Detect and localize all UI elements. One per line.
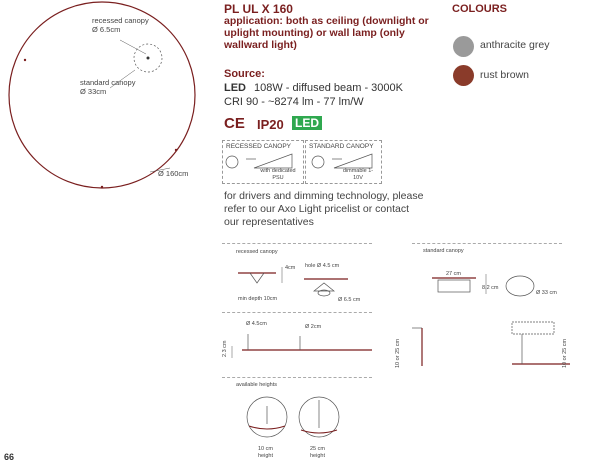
colours-title: COLOURS	[452, 3, 507, 15]
colour-label-brown: rust brown	[480, 69, 530, 81]
ce-mark: CE	[224, 115, 245, 132]
divider-2	[222, 377, 372, 378]
divider-standard	[412, 243, 562, 244]
heights-drawing	[245, 392, 345, 442]
available-heights-title: available heights	[236, 382, 277, 388]
page-number: 66	[4, 452, 15, 462]
tech-recessed-title: recessed canopy	[236, 249, 278, 255]
recessed-canopy-box-title: RECESSED CANOPY	[226, 143, 292, 150]
recessed-canopy-note: with dedicated PSU	[260, 168, 296, 181]
standard-canopy-label: standard canopy Ø 33cm	[80, 78, 136, 96]
dim-2-3: 2.3 cm	[222, 340, 228, 357]
dim-4-5: Ø 4.5cm	[246, 321, 267, 327]
height-10-label: 10 cm height	[258, 446, 273, 459]
swatch-rust-brown	[453, 65, 474, 86]
dim-4cm: 4cm	[285, 265, 296, 271]
standard-canopy-box-title: STANDARD CANOPY	[309, 143, 374, 150]
dim-hole: hole Ø 4.5 cm	[305, 263, 340, 269]
swatch-anthracite-grey	[453, 36, 474, 57]
drivers-note: for drivers and dimming technology, please refer to our Axo Light pricelist or contact our representatives	[224, 190, 424, 228]
divider-1	[222, 312, 372, 313]
led-badge: LED	[292, 116, 322, 130]
tech-standard-title: standard canopy	[423, 248, 464, 254]
divider-recessed	[222, 243, 372, 244]
ring-diameter-label: Ø 160cm	[158, 169, 189, 178]
dim-min-depth: min depth 10cm	[238, 296, 278, 302]
dim-27: 27 cm	[446, 271, 461, 277]
dim-2: Ø 2cm	[305, 324, 322, 330]
colour-label-grey: anthracite grey	[480, 39, 550, 51]
dim-8-2: 8.2 cm	[482, 285, 499, 291]
dim-10-25-right: 10 or 25 cm	[562, 338, 568, 368]
product-title: PL UL X 160	[224, 2, 293, 16]
height-25-label: 25 cm height	[310, 446, 325, 459]
ip20-mark: IP20	[257, 117, 284, 132]
dim-33: Ø 33 cm	[536, 290, 557, 296]
standard-canopy-drawing	[412, 258, 562, 308]
source-title: Source:	[224, 68, 265, 80]
cri-spec: CRI 90 - ~8274 lm - 77 lm/W	[224, 96, 364, 108]
standard-canopy-note: dimmable 1-10V	[342, 168, 374, 181]
led-spec-line	[224, 82, 403, 94]
recessed-canopy-label: recessed canopy Ø 6.5cm	[92, 16, 149, 34]
led-spec: 108W - diffused beam - 3000K	[254, 82, 403, 94]
dim-10-25-left: 10 or 25 cm	[395, 338, 401, 368]
led-label: LED	[224, 82, 246, 94]
application-text: application: both as ceiling (downlight or uplight mounting) or wall lamp (only wallward light)	[224, 15, 429, 51]
dim-6-5: Ø 6.5 cm	[338, 297, 361, 303]
